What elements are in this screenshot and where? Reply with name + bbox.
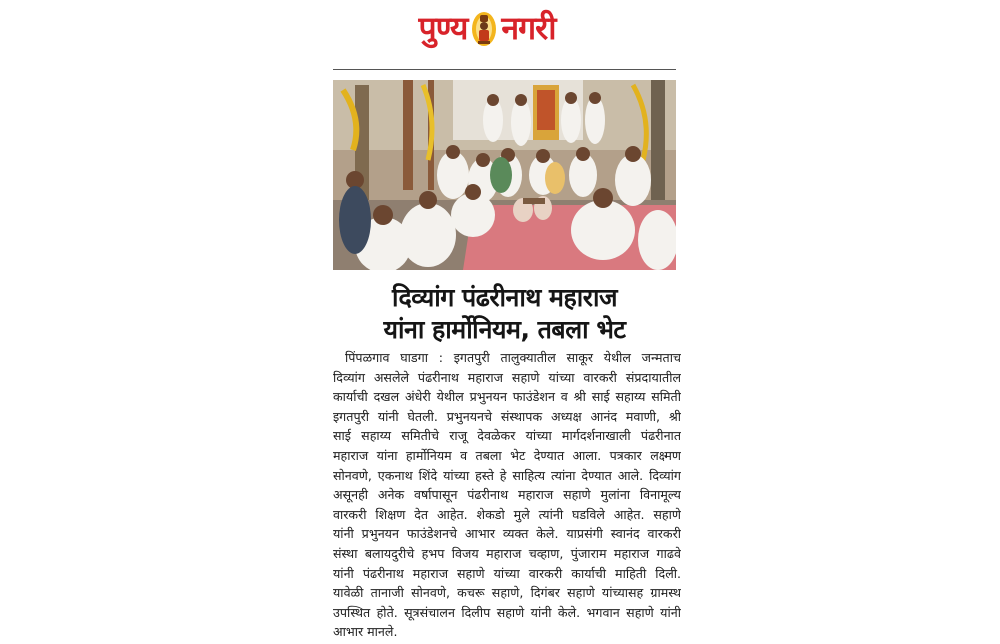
article-line: दिव्यांग असलेले पंढरीनाथ महाराज सहाणे यांच्या वारकरी संप्रदायातील — [333, 369, 681, 385]
masthead-right-word: नगरी — [501, 9, 556, 47]
article-line: इगतपुरी यांनी घेतली. प्रभुनयनचे संस्थापक अध्यक्ष आनंद मवाणी, श्री — [333, 408, 681, 424]
article-line: यांनी प्रभुनयन फाउंडेशनचे आभार व्यक्त केले. याप्रसंगी स्वानंद वारकरी — [333, 526, 681, 542]
headline-line-1: दिव्यांग पंढरीनाथ महाराज — [391, 283, 617, 312]
header-divider — [333, 69, 676, 70]
article-body — [333, 348, 681, 642]
deity-emblem-icon — [471, 9, 497, 47]
article-line: आभार मानले. — [333, 624, 398, 640]
article-line: कार्याची दखल अंधेरी येथील प्रभुनयन फाउंडेशन व श्री साई सहाय्य समिती — [333, 389, 681, 405]
article-headline — [333, 282, 676, 346]
masthead-logo — [392, 4, 582, 52]
news-photo — [333, 80, 676, 270]
masthead-left-word: पुण्य — [418, 9, 468, 47]
article-line: महाराज यांना हार्मोनियम व तबला भेट देण्यात आला. पत्रकार लक्ष्मण — [333, 447, 681, 463]
article-line: संस्था बलायदुरीचे हभप विजय महाराज चव्हाण, पुंजाराम महाराज गाढवे — [333, 545, 681, 561]
article-line: यावेळी तानाजी सोनवणे, कचरू सहाणे, दिगंबर सहाणे यांच्यासह ग्रामस्थ — [333, 585, 681, 601]
article-line: पिंपळगाव घाडगा : इगतपुरी तालुक्यातील साकूर येथील जन्मताच — [345, 350, 681, 365]
article-line: उपस्थित होते. सूत्रसंचालन दिलीप सहाणे यांनी केले. भगवान सहाणे यांनी — [333, 604, 681, 620]
article-line: असूनही अनेक वर्षापासून पंढरीनाथ महाराज सहाणे मुलांना विनामूल्य — [333, 487, 681, 503]
article-line: सोनवणे, एकनाथ शिंदे यांच्या हस्ते हे साहित्य त्यांना देण्यात आले. दिव्यांग — [333, 467, 681, 483]
article-line: यांनी पंढरीनाथ महाराज सहाणे यांच्या वारकरी कार्याची माहिती दिली. — [333, 565, 681, 581]
article-line: वारकरी शिक्षण देत आहेत. शेकडो मुले त्यांनी घडविले आहेत. सहाणे — [333, 506, 681, 522]
headline-line-2: यांना हार्मोनियम, तबला भेट — [383, 315, 626, 344]
article-line: साई सहाय्य समितीचे राजू देवळेकर यांच्या मार्गदर्शनाखाली पंढरीनात — [333, 428, 681, 444]
